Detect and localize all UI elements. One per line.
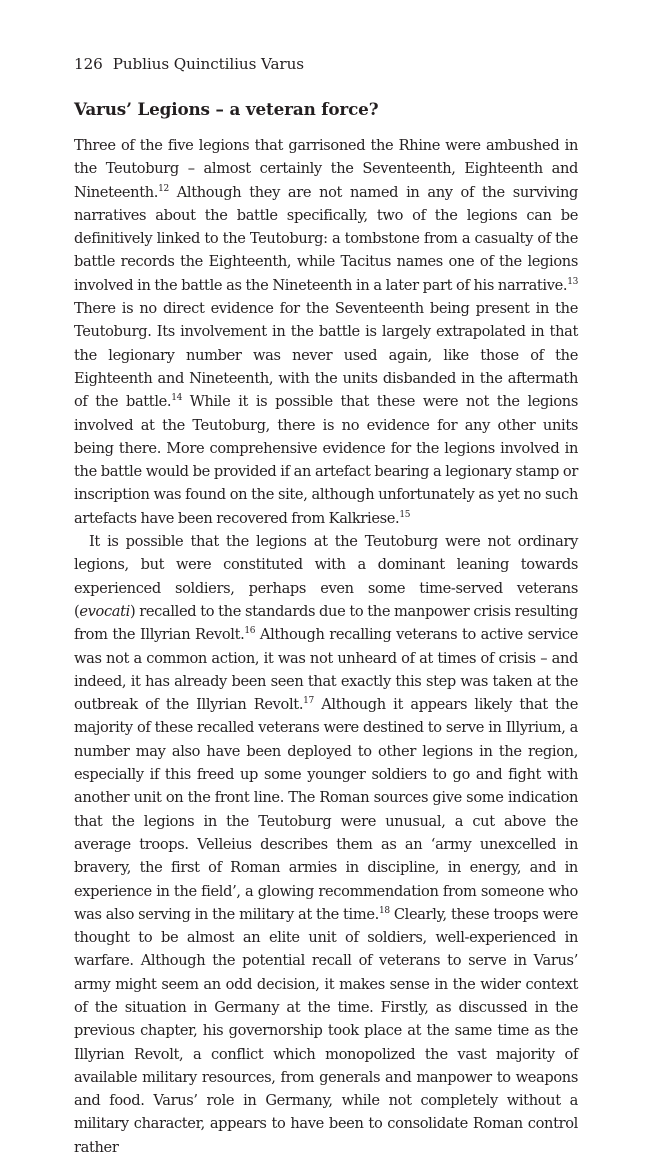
body-text (74, 134, 578, 1159)
book-page (74, 52, 578, 1159)
text-run: Three of the five legions that garrisoned the Rhine were ambushed in the Teutoburg – almost certainly the Seventeenth, Eighteenth and Nineteenth. (74, 137, 578, 201)
text-run: Although they are not named in any of the surviving narratives about the battle specifically, two of the legions can be definitively linked to the Teutoburg: a tombstone from a casualty of the battle records the Eighteenth, while Tacitus names one of the legions involved in the battle as the Nineteenth in a later part of his narrative. (74, 183, 578, 294)
footnote-marker: 12 (158, 183, 169, 194)
italic-term: evocati (79, 602, 130, 620)
footnote-marker: 17 (303, 696, 314, 707)
text-run: There is no direct evidence for the Seventeenth being present in the Teutoburg. Its involvement in the battle is largely extrapolated in that the legionary number was never used again, like those of the Eighteenth and Nineteenth, with the units disbanded in the aftermath of the battle. (74, 300, 578, 411)
text-run: ) recalled to the standards due to the manpower crisis resulting from the Illyrian Revolt. (74, 602, 578, 644)
text-run: Although recalling veterans to active service was not a common action, it was not unheard of at times of crisis – and indeed, it has already been seen that exactly this step was taken at the outbreak of the Illyrian Revolt. (74, 626, 578, 714)
footnote-marker: 16 (244, 626, 256, 637)
page-number: 126 (74, 55, 103, 73)
text-run: It is possible that the legions at the Teutoburg were not ordinary legions, but were constituted with a dominant leaning towards experienced soldiers, perhaps even some time-served veterans ( (74, 533, 578, 620)
paragraph (74, 530, 578, 1159)
section-heading: Varus’ Legions – a veteran force? (74, 99, 379, 119)
footnote-marker: 14 (171, 393, 182, 404)
book-title: Publius Quinctilius Varus (112, 55, 304, 73)
text-run: Although it appears likely that the majority of these recalled veterans were destined to serve in Illyrium, a number may also have been deployed to other legions in the region, especially if this freed up some younger soldiers to go and fight with another unit on the front line. The Roman sources give some indication that the legions in the Teutoburg were unusual, a cut above the average troops. Velleius describes them as an ‘army unexcelled in bravery, the first of Roman armies in discipline, in energy, and in experience in the field’, a glowing recommendation from someone who was also serving in the military at the time. (74, 696, 579, 923)
footnote-marker: 15 (399, 509, 411, 520)
paragraph (74, 134, 578, 530)
text-run: Clearly, these troops were thought to be almost an elite unit of soldiers, well-experienced in warfare. Although the potential recall of veterans to serve in Varus’ army might seem an odd decision, it makes sense in the wider context of the situation in Germany at the time. Firstly, as discussed in the previous chapter, his governorship took place at the same time as the Illyrian Revolt, a conflict which monopolized the vast majority of available military resources, from generals and manpower to weapons and food. Varus’ role in Germany, while not completely without a military character, appears to have been to consolidate Roman control rather (74, 905, 578, 1156)
footnote-marker: 18 (378, 905, 390, 916)
running-head (74, 52, 578, 76)
footnote-marker: 13 (567, 276, 578, 287)
text-run: While it is possible that these were not the legions involved at the Teutoburg, there is no evidence for any other units being there. More comprehensive evidence for the legions involved in the battle would be provided if an artefact bearing a legionary stamp or inscription was found on the site, although unfortunately as yet no such artefacts have been recovered from Kalkriese. (74, 393, 578, 527)
